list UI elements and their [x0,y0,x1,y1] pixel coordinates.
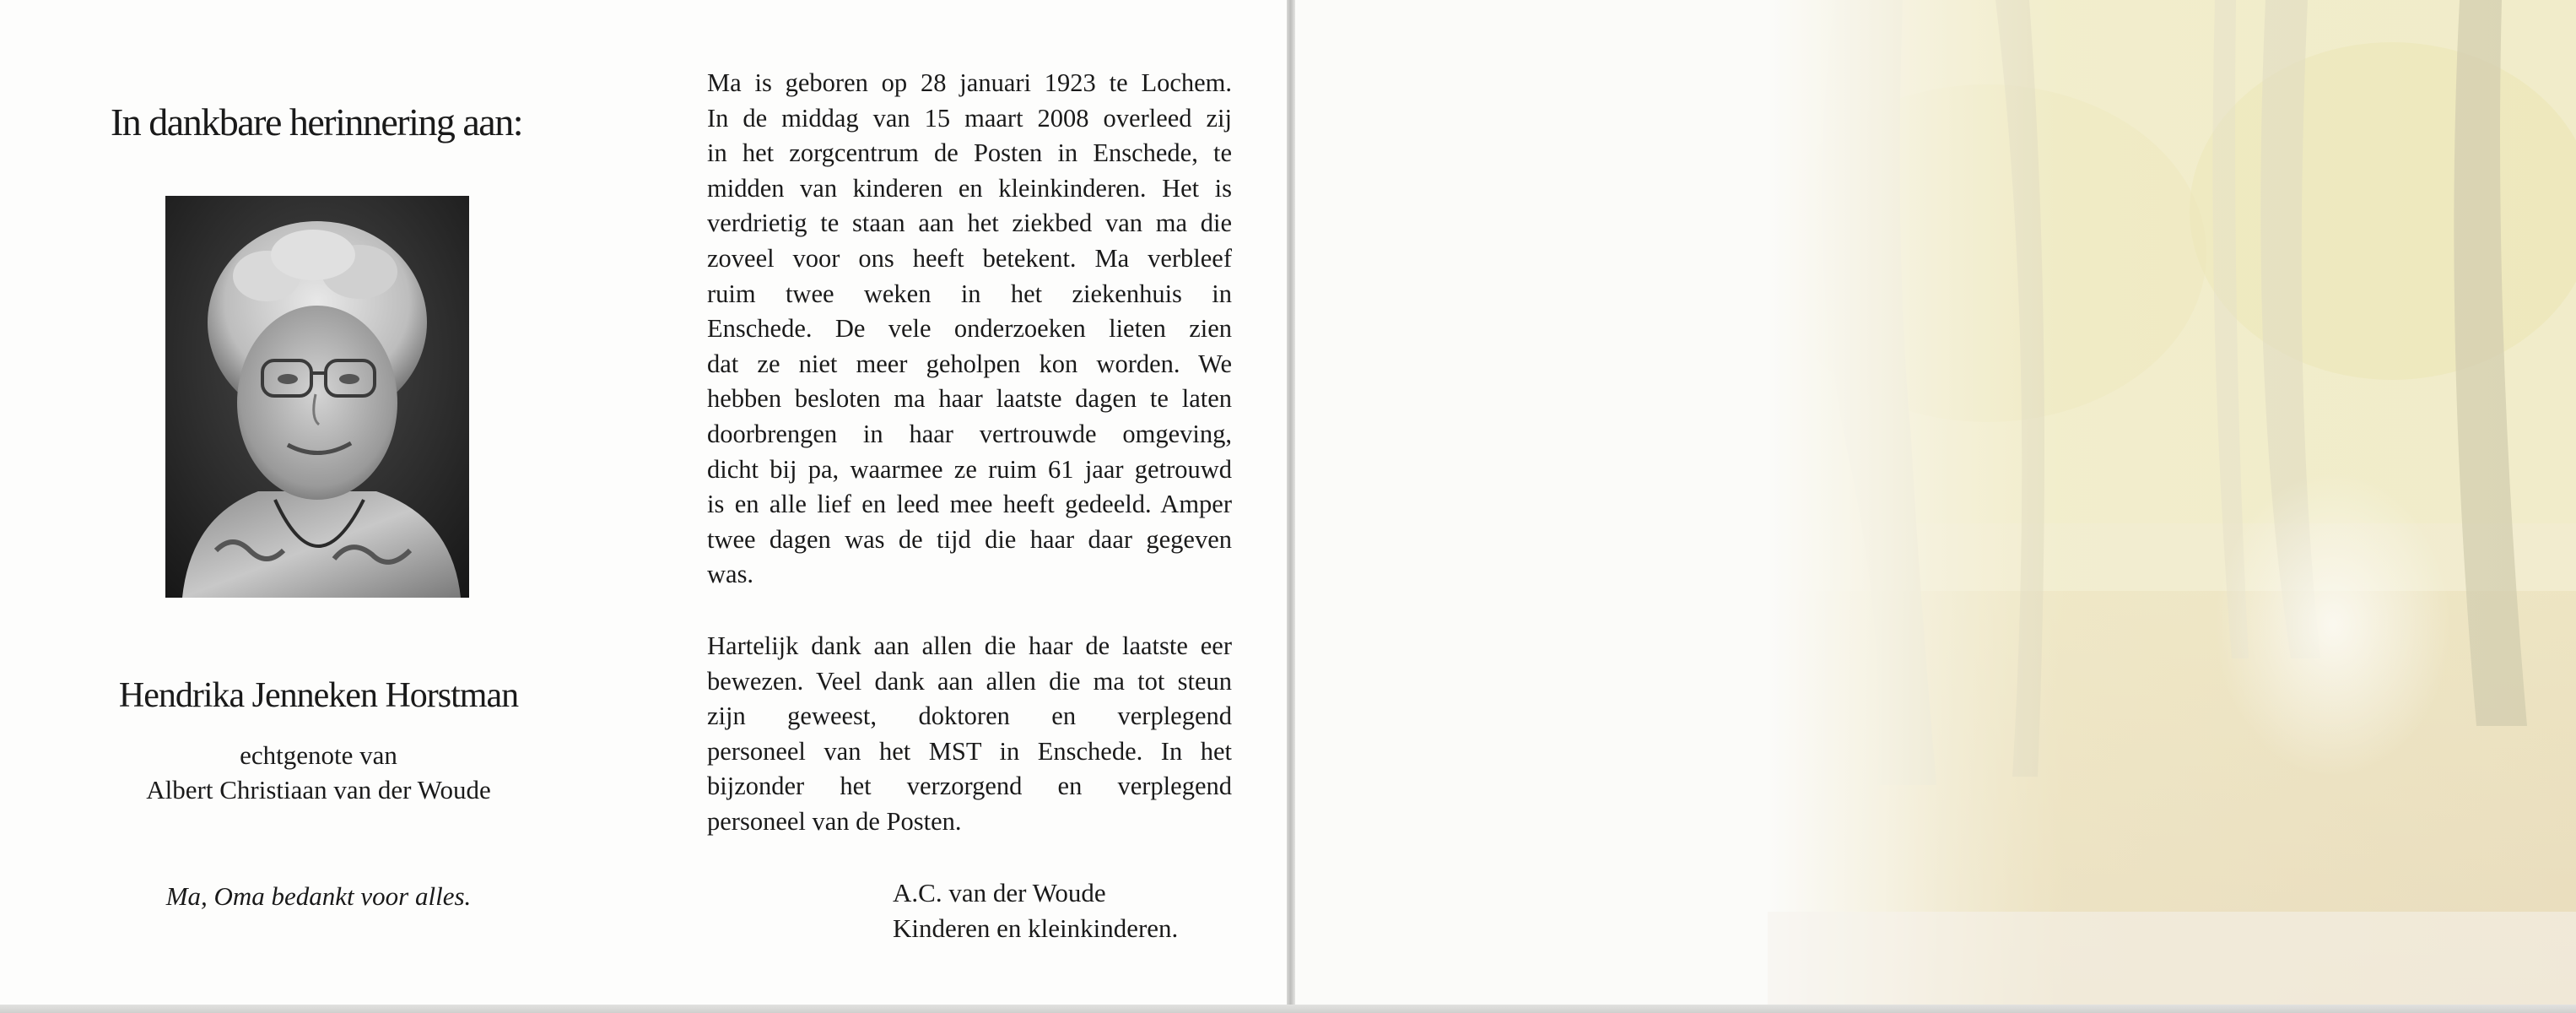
farewell-text: Ma, Oma bedankt voor alles. [165,881,472,911]
outer-spread [1295,0,2576,1005]
portrait-photo [165,196,469,598]
text-line: midden van kinderen en kleinkinderen. Het is [707,173,1232,203]
autumn-forest-illustration [1295,0,2576,1005]
inner-spread [0,0,1287,1005]
text-line: zijn geweest, doktoren en verplegend [707,702,1232,731]
text-line: was. [707,560,754,589]
text-line: ruim twee weken in het ziekenhuis in [707,279,1232,308]
text-line: in het zorgcentrum de Posten in Enschede, te [707,138,1232,168]
text-line: personeel van het MST in Enschede. In het [707,736,1232,766]
text-line: Hartelijk dank aan allen die haar de laatste eer [707,631,1232,660]
memorial-heading: In dankbare herinnering aan: [110,100,523,144]
text-line: twee dagen was de tijd die haar daar gegeven [707,524,1232,554]
portrait-image [165,196,469,598]
spouse-label: echtgenote van [240,740,397,770]
text-line: Ma is geboren op 28 januari 1923 te Lochem. [707,68,1232,97]
text-line: dicht bij pa, waarmee ze ruim 61 jaar getrouwd [707,454,1232,484]
text-line: In de middag van 15 maart 2008 overleed zij [707,103,1232,133]
text-line: doorbrengen in haar vertrouwde omgeving, [707,419,1232,448]
card-fold [1287,0,1295,1013]
text-line: zoveel voor ons heeft betekent. Ma verbleef [707,243,1232,273]
thanks-paragraph [707,629,1232,840]
text-line: is en alle lief en leed mee heeft gedeeld. Amper [707,490,1232,519]
biography-paragraph [707,66,1232,593]
signature-family: Kinderen en kleinkinderen. [893,913,1179,943]
deceased-name: Hendrika Jenneken Horstman [118,676,519,715]
signature-name: A.C. van der Woude [893,878,1106,907]
text-line: verdrietig te staan aan het ziekbed van ma die [707,209,1232,238]
text-line: Enschede. De vele onderzoeken lieten zien [707,314,1232,344]
text-line: hebben besloten ma haar laatste dagen te laten [707,384,1232,414]
signature-block [893,875,1178,946]
card-bottom-edge [0,1005,2576,1013]
text-line: bijzonder het verzorgend en verplegend [707,772,1232,801]
text-line: dat ze niet meer geholpen kon worden. We [707,349,1232,378]
text-line: bewezen. Veel dank aan allen die ma tot steun [707,666,1232,696]
text-line: personeel van de Posten. [707,806,962,836]
spouse-name: Albert Christiaan van der Woude [146,775,491,804]
